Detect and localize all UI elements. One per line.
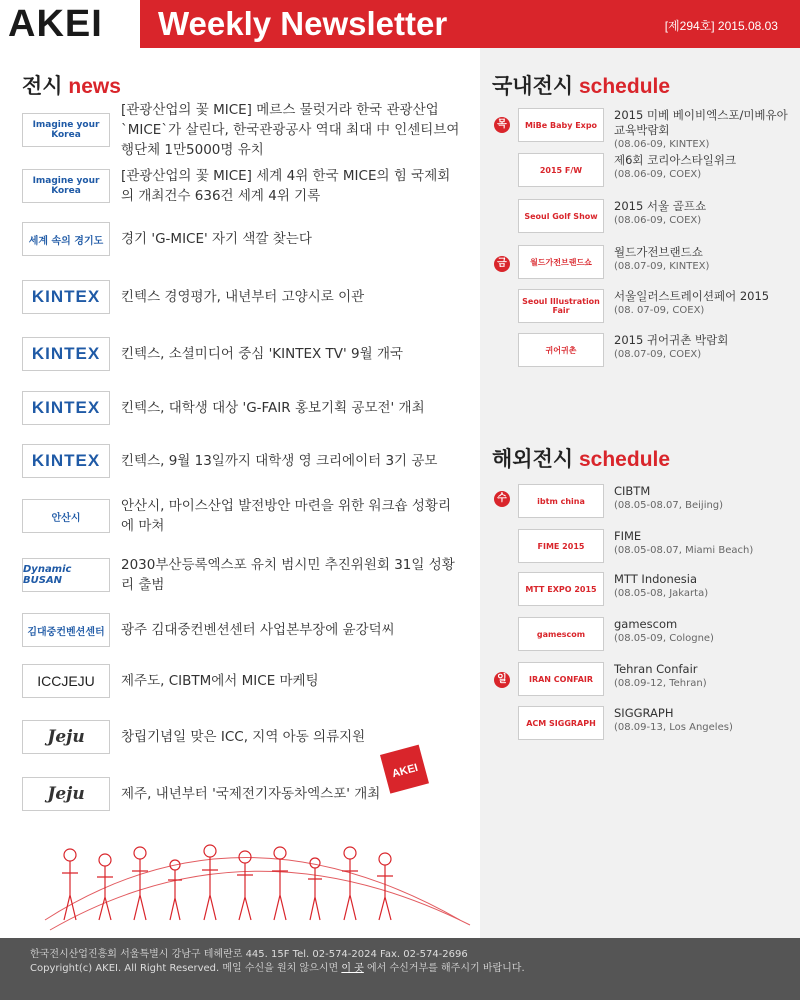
schedule-text xyxy=(614,484,723,513)
overseas-schedule-item[interactable] xyxy=(518,617,788,651)
schedule-thumbnail[interactable] xyxy=(518,529,604,563)
news-thumbnail[interactable] xyxy=(22,280,110,314)
overseas-section-title xyxy=(492,443,670,473)
schedule-date: (08.07-09, COEX) xyxy=(614,349,702,360)
schedule-date: (08.05-08.07, Miami Beach) xyxy=(614,545,754,556)
news-thumbnail[interactable] xyxy=(22,169,110,203)
news-headline-link[interactable]: 킨텍스, 소셜미디어 중심 'KINTEX TV' 9월 개국 xyxy=(121,346,404,362)
news-item[interactable] xyxy=(22,280,472,314)
day-badge-wed: 수 xyxy=(494,491,510,507)
schedule-thumbnail-label: 귀어귀촌 xyxy=(545,345,577,355)
domestic-schedule-item[interactable] xyxy=(518,333,788,367)
news-thumbnail-label: KINTEX xyxy=(31,451,101,470)
news-thumbnail-label: KINTEX xyxy=(31,398,101,417)
footer-copyright-text: Copyright(c) AKEI. All Right Reserved. 메일 수신을 원치 않으시면 xyxy=(30,963,342,974)
news-title-accent: news xyxy=(68,75,121,98)
schedule-text xyxy=(614,662,707,691)
footer-copyright xyxy=(30,962,800,976)
schedule-text xyxy=(614,199,706,228)
news-thumbnail-label: Jeju xyxy=(47,727,85,747)
schedule-thumbnail-label: 월드가전브랜드쇼 xyxy=(530,257,592,267)
news-thumbnail[interactable] xyxy=(22,337,110,371)
news-thumbnail-label: 세계 속의 경기도 xyxy=(28,235,104,247)
news-headline-link[interactable]: 안산시, 마이스산업 발전방안 마련을 위한 워크숍 성황리에 마쳐 xyxy=(121,498,451,534)
overseas-schedule-item[interactable] xyxy=(518,706,788,740)
news-title-main: 전시 xyxy=(22,75,63,98)
schedule-thumbnail[interactable] xyxy=(518,617,604,651)
schedule-name-link[interactable]: 2015 귀어귀촌 박람회 xyxy=(614,333,729,347)
news-thumbnail[interactable] xyxy=(22,113,110,147)
schedule-name-link[interactable]: CIBTM xyxy=(614,484,651,498)
schedule-text xyxy=(614,153,736,182)
schedule-thumbnail-label: ibtm china xyxy=(537,496,585,506)
overseas-schedule-item[interactable] xyxy=(518,484,788,518)
schedule-thumbnail-label: FIME 2015 xyxy=(537,541,585,551)
news-thumbnail-label: Imagine your Korea xyxy=(32,176,100,196)
footer-unsubscribe-text: 에서 수신거부를 해주시기 바랍니다. xyxy=(363,963,525,974)
news-headline-link[interactable]: 2030부산등록엑스포 유치 범시민 추진위원회 31일 성황리 출범 xyxy=(121,557,455,593)
schedule-thumbnail[interactable] xyxy=(518,245,604,279)
logo[interactable] xyxy=(0,0,140,48)
issue-info: [제294호] 2015.08.03 xyxy=(664,19,778,33)
news-item[interactable] xyxy=(22,222,472,256)
schedule-thumbnail-label: IRAN CONFAIR xyxy=(528,674,594,684)
schedule-text xyxy=(614,333,728,362)
header-bar xyxy=(0,0,800,48)
schedule-text xyxy=(614,289,769,318)
news-item[interactable] xyxy=(22,555,472,595)
schedule-thumbnail[interactable] xyxy=(518,572,604,606)
news-headline-link[interactable]: 경기 'G-MICE' 자기 색깔 찾는다 xyxy=(121,231,312,247)
news-thumbnail[interactable] xyxy=(22,499,110,533)
news-headline-link[interactable]: 킨텍스 경영평가, 내년부터 고양시로 이관 xyxy=(121,289,365,305)
people-illustration xyxy=(40,735,480,935)
schedule-name-link[interactable]: SIGGRAPH xyxy=(614,706,674,720)
news-thumbnail[interactable] xyxy=(22,613,110,647)
news-item[interactable] xyxy=(22,664,472,698)
unsubscribe-link[interactable]: 이 곳 xyxy=(341,963,364,974)
schedule-date: (08.06-09, COEX) xyxy=(614,169,702,180)
schedule-thumbnail[interactable] xyxy=(518,108,604,142)
news-thumbnail[interactable] xyxy=(22,558,110,592)
domestic-schedule-item[interactable] xyxy=(518,153,788,187)
news-thumbnail-label: KINTEX xyxy=(31,287,101,306)
news-thumbnail-label: Jeju xyxy=(47,784,85,804)
schedule-thumbnail-label: 2015 F/W xyxy=(539,165,583,175)
news-headline-link[interactable]: 킨텍스, 대학생 대상 'G-FAIR 홍보기획 공모전' 개최 xyxy=(121,400,425,416)
schedule-date: (08.05-09, Cologne) xyxy=(614,633,714,644)
logo-text: AKEI xyxy=(8,3,103,45)
day-badge-thu: 목 xyxy=(494,117,510,133)
schedule-text xyxy=(614,108,788,152)
schedule-name-link[interactable]: 2015 서울 골프쇼 xyxy=(614,199,707,213)
news-thumbnail-label: 안산시 xyxy=(51,512,81,524)
schedule-date: (08.09-12, Tehran) xyxy=(614,678,707,689)
news-thumbnail[interactable] xyxy=(22,664,110,698)
schedule-thumbnail-label: Seoul Golf Show xyxy=(524,211,598,221)
day-badge-sun: 일 xyxy=(494,672,510,688)
schedule-text xyxy=(614,617,714,646)
schedule-date: (08.09-13, Los Angeles) xyxy=(614,722,733,733)
newsletter-title: Weekly Newsletter xyxy=(158,5,448,42)
news-headline-link[interactable]: 킨텍스, 9월 13일까지 대학생 영 크리에이터 3기 공모 xyxy=(121,453,438,469)
domestic-section-title xyxy=(492,70,670,100)
domestic-schedule-item[interactable] xyxy=(518,199,788,233)
news-item[interactable] xyxy=(22,100,472,160)
news-section-title xyxy=(22,70,121,100)
news-item[interactable] xyxy=(22,496,472,536)
schedule-name-link[interactable]: 제6회 코리아스타일위크 xyxy=(614,153,737,167)
schedule-date: (08.07-09, KINTEX) xyxy=(614,261,710,272)
schedule-thumbnail-label: MTT EXPO 2015 xyxy=(525,584,597,594)
schedule-text xyxy=(614,572,708,601)
news-headline-link[interactable]: [관광산업의 꽃 MICE] 메르스 물럿거라 한국 관광산업`MICE`가 살린다, 한국관광공사 역대 최대 中 인센티브여행단체 1만5000명 유치 xyxy=(121,102,460,158)
news-thumbnail-label: ICCJEJU xyxy=(37,673,95,689)
schedule-date: (08.06-09, COEX) xyxy=(614,215,702,226)
schedule-date: (08.06-09, KINTEX) xyxy=(614,139,710,150)
schedule-thumbnail[interactable] xyxy=(518,153,604,187)
domestic-title-main: 국내전시 xyxy=(492,75,574,98)
news-thumbnail-label: KINTEX xyxy=(31,344,101,363)
schedule-thumbnail-label: Seoul Illustration Fair xyxy=(522,297,600,315)
schedule-thumbnail-label: MiBe Baby Expo xyxy=(524,120,598,130)
schedule-text xyxy=(614,245,709,274)
schedule-date: (08. 07-09, COEX) xyxy=(614,305,705,316)
overseas-title-accent: schedule xyxy=(579,448,671,471)
overseas-title-main: 해외전시 xyxy=(492,448,574,471)
schedule-thumbnail[interactable] xyxy=(518,484,604,518)
news-headline-link[interactable]: 창립기념일 맞은 ICC, 지역 아동 의류지원 xyxy=(121,729,366,745)
overseas-schedule-item[interactable] xyxy=(518,529,788,563)
schedule-name-link[interactable]: 서울일러스트레이션페어 2015 xyxy=(614,289,770,303)
news-headline-link[interactable]: [관광산업의 꽃 MICE] 세계 4위 한국 MICE의 힘 국제회의 개최건수 636건 세계 4위 기록 xyxy=(121,168,451,204)
news-headline-link[interactable]: 제주도, CIBTM에서 MICE 마케팅 xyxy=(121,673,319,689)
schedule-date: (08.05-08, Jakarta) xyxy=(614,588,709,599)
news-thumbnail-label: Dynamic BUSAN xyxy=(23,564,72,586)
news-item[interactable] xyxy=(22,613,472,647)
schedule-name-link[interactable]: FIME xyxy=(614,529,642,543)
schedule-name-link[interactable]: Tehran Confair xyxy=(614,662,698,676)
domestic-schedule-item[interactable] xyxy=(518,289,788,323)
schedule-name-link[interactable]: 월드가전브랜드쇼 xyxy=(614,245,703,259)
news-item[interactable] xyxy=(22,391,472,425)
schedule-date: (08.05-08.07, Beijing) xyxy=(614,500,724,511)
overseas-schedule-item[interactable] xyxy=(518,572,788,606)
schedule-thumbnail[interactable] xyxy=(518,706,604,740)
footer xyxy=(0,938,800,1000)
domestic-schedule-item[interactable] xyxy=(518,108,788,152)
schedule-thumbnail-label: gamescom xyxy=(536,629,586,639)
domestic-title-accent: schedule xyxy=(579,75,671,98)
day-badge-fri: 금 xyxy=(494,256,510,272)
schedule-thumbnail[interactable] xyxy=(518,333,604,367)
footer-address: 한국전시산업진흥회 서울특별시 강남구 테헤란로 445. 15F Tel. 02-574-2024 Fax. 02-574-2696 xyxy=(30,949,468,960)
schedule-text xyxy=(614,529,753,558)
news-thumbnail[interactable] xyxy=(22,222,110,256)
news-thumbnail-label: 김대중컨벤션센터 xyxy=(27,626,105,638)
news-thumbnail[interactable] xyxy=(22,391,110,425)
schedule-name-link[interactable]: MTT Indonesia xyxy=(614,572,698,586)
news-headline-link[interactable]: 제주, 내년부터 '국제전기자동차엑스포' 개최 xyxy=(121,786,381,802)
svg-text:AKEI: AKEI xyxy=(390,761,420,781)
schedule-thumbnail[interactable] xyxy=(518,289,604,323)
schedule-thumbnail[interactable] xyxy=(518,662,604,696)
schedule-name-link[interactable]: gamescom xyxy=(614,617,678,631)
news-headline-link[interactable]: 광주 김대중컨벤션센터 사업본부장에 윤강덕씨 xyxy=(121,622,395,638)
domestic-schedule-item[interactable] xyxy=(518,245,788,279)
news-item[interactable] xyxy=(22,166,472,206)
overseas-schedule-item[interactable] xyxy=(518,662,788,696)
schedule-thumbnail[interactable] xyxy=(518,199,604,233)
schedule-thumbnail-label: ACM SIGGRAPH xyxy=(526,718,596,728)
news-thumbnail-label: Imagine your Korea xyxy=(32,120,100,140)
news-item[interactable] xyxy=(22,444,472,478)
schedule-text xyxy=(614,706,733,735)
news-item[interactable] xyxy=(22,337,472,371)
schedule-name-link[interactable]: 2015 미베 베이비엑스포/미베유아교육박람회 xyxy=(614,108,788,137)
news-thumbnail[interactable] xyxy=(22,444,110,478)
